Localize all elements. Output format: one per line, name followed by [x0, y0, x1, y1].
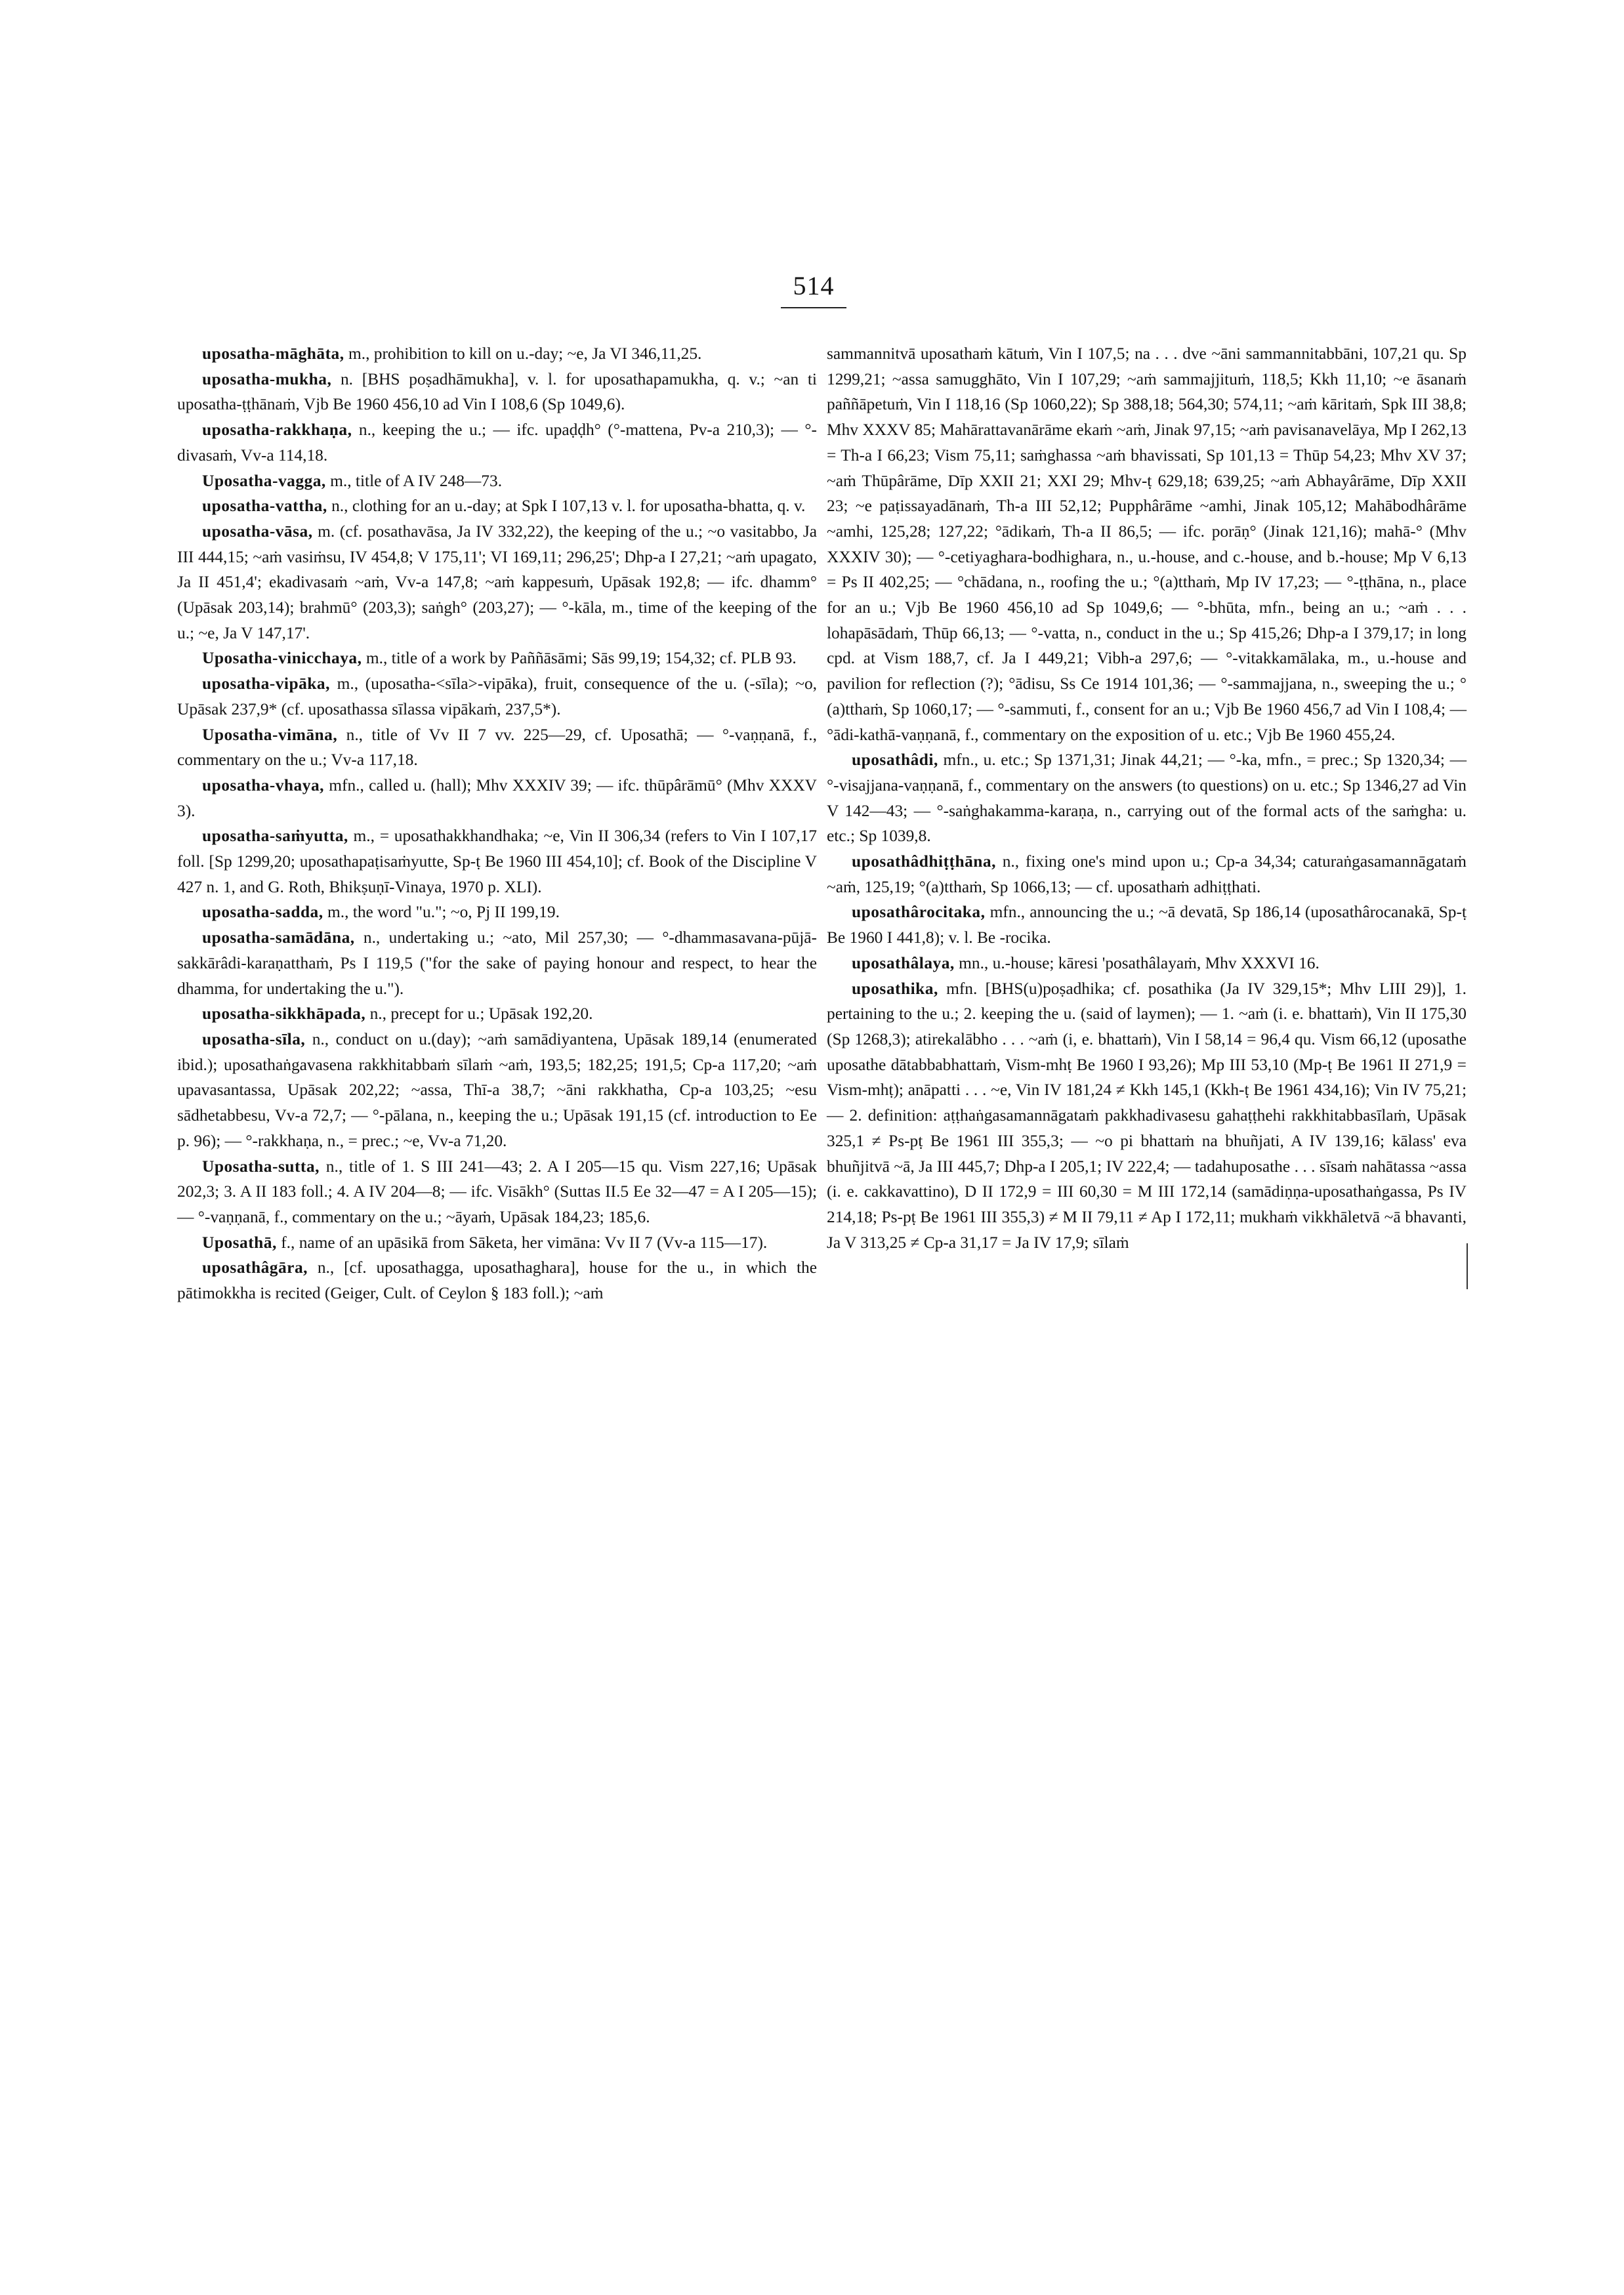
right-column: [827, 341, 1467, 1255]
entry-headword: uposatha-mukha,: [202, 369, 332, 388]
entry-headword: uposathâdi,: [852, 751, 938, 770]
dictionary-entry: [827, 747, 1467, 849]
entry-body: n., keeping the u.; — ifc. upaḍḍh° (°-mattena, Pv-a 210,3); — °-divasaṁ, Vv-a 114,18.: [177, 421, 817, 465]
dictionary-entry: [827, 849, 1467, 899]
entry-headword: uposatha-māghāta,: [202, 344, 344, 363]
entry-headword: uposathârocitaka,: [852, 903, 986, 922]
entry-headword: uposatha-saṁyutta,: [202, 827, 348, 846]
entry-body: mfn., announcing the u.; ~ā devatā, Sp 186,14 (uposathârocanakā, Sp-ṭ Be 1960 I 441,8); v. l. Be -rocika.: [827, 903, 1467, 947]
entry-body: n., [cf. uposathagga, uposathaghara], house for the u., in which the pātimokkha is recited (Geiger, Cult. of Ceylon § 183 foll.); ~aṁ: [177, 1258, 817, 1303]
dictionary-entry: [827, 976, 1467, 1256]
dictionary-entry: [827, 951, 1467, 976]
dictionary-entry: [177, 773, 817, 823]
entry-headword: uposatha-vāsa,: [202, 522, 313, 541]
entry-body: m., prohibition to kill on u.-day; ~e, Ja VI 346,11,25.: [348, 344, 702, 363]
dictionary-entry: [827, 899, 1467, 950]
dictionary-entry: [177, 1001, 817, 1027]
entry-headword: uposathâdhiṭṭhāna,: [852, 852, 996, 871]
entry-headword: Uposatha-vimāna,: [202, 725, 338, 744]
dictionary-entry: [177, 722, 817, 773]
dictionary-entry: [177, 519, 817, 646]
entry-body: mfn. [BHS(u)poṣadhika; cf. posathika (Ja IV 329,15*; Mhv LIII 29)], 1. pertaining to the u.; 2. keeping the u. (said of laymen); — 1. ~aṁ (i. e. bhattaṁ), Vin II 175,30 (Sp 1268,3); atirekalābho . . . ~aṁ (i, e. bhattaṁ), Vin I 58,14 = 96,4 qu. Vism 66,12 (uposathe uposathe dātabbabhattaṁ, Vism-mhṭ Be 1960 I 93,26); Mp III 53,10 (Mp-ṭ Be 1961 II 271,9 = Vism-mhṭ); anāpatti . . . ~e, Vin IV 181,24 ≠ Kkh 145,1 (Kkh-ṭ Be 1961 434,16); Vin IV 75,21; — 2. definition: aṭṭhaṅgasamannāgataṁ pakkhadivasesu gahaṭṭhehi rakkhitabbasīlaṁ, Upāsak 325,1 ≠ Ps-pṭ Be 1961 III 355,3; — ~o pi bhattaṁ na bhuñjati, A IV 139,16; kālass' eva bhuñjitvā ~ā, Ja III 445,7; Dhp-a I 205,1; IV 222,4; — tadahuposathe . . . sīsaṁ nahātassa ~assa (i. e. cakkavattino), D II 172,9 = III 60,30 = M III 172,14 (samādiṇṇa-uposathaṅgassa, Ps IV 214,18; Ps-pṭ Be 1961 III 355,3) ≠ M II 79,11 ≠ Ap I 172,11; mukhaṁ vikkhāletvā ~ā bhavanti, Ja V 313,25 ≠ Cp-a 31,17 = Ja IV 17,9; sīlaṁ: [827, 979, 1467, 1252]
page-number: 514: [793, 271, 835, 300]
entry-body: m. (cf. posathavāsa, Ja IV 332,22), the keeping of the u.; ~o vasitabbo, Ja III 444,15; ~aṁ vasiṁsu, IV 454,8; V 175,11'; VI 169,11; 296,25'; Dhp-a I 27,21; ~aṁ upagato, Ja II 451,4'; ekadivasaṁ ~aṁ, Vv-a 147,8; ~aṁ kappesuṁ, Upāsak 192,8; — ifc. dhamm° (Upāsak 203,14); brahmū° (203,3); saṅgh° (203,27); — °-kāla, m., time of the keeping of the u.; ~e, Ja V 147,17'.: [177, 522, 817, 642]
dictionary-entry: [177, 367, 817, 417]
entry-body: mn., u.-house; kāresi 'posathâlayaṁ, Mhv XXXVI 16.: [959, 953, 1320, 972]
left-column: [177, 341, 817, 1306]
entry-body: mfn., u. etc.; Sp 1371,31; Jinak 44,21; — °-ka, mfn., = prec.; Sp 1320,34; — °-visajjana-vaṇṇanā, f., commentary on the answers (to questions) on u. etc.; Sp 1346,27 ad Vin V 142—43; — °-saṅghakamma-karaṇa, n., carrying out of the formal acts of the saṁgha: u. etc.; Sp 1039,8.: [827, 751, 1467, 846]
entry-body: n., undertaking u.; ~ato, Mil 257,30; — °-dhammasavana-pūjā-sakkārâdi-karaṇatthaṁ, Ps I 119,5 ("for the sake of paying honour and respect, to hear the dhamma, for undertaking the u.").: [177, 928, 817, 998]
entry-body: n., precept for u.; Upāsak 192,20.: [369, 1004, 593, 1023]
dictionary-entry: [177, 899, 817, 925]
page-number-rule: [781, 307, 846, 308]
entry-body: n. [BHS poṣadhāmukha], v. l. for uposathapamukha, q. v.; ~an ti uposatha-ṭṭhānaṁ, Vjb Be 1960 456,10 ad Vin I 108,6 (Sp 1049,6).: [177, 369, 817, 414]
dictionary-entry: [177, 646, 817, 671]
dictionary-entry: [177, 417, 817, 468]
dictionary-entry: [827, 341, 1467, 747]
entry-body: m., the word "u."; ~o, Pj II 199,19.: [327, 903, 560, 922]
entry-body: m., title of A IV 248—73.: [330, 471, 503, 490]
margin-mark: [1467, 1243, 1468, 1289]
dictionary-entry: [177, 341, 817, 367]
entry-headword: Uposatha-vinicchaya,: [202, 649, 362, 668]
entry-body: n., clothing for an u.-day; at Spk I 107,13 v. l. for uposatha-bhatta, q. v.: [331, 497, 806, 516]
dictionary-entry: [177, 1230, 817, 1256]
dictionary-entry: [177, 468, 817, 494]
entry-headword: uposatha-rakkhaṇa,: [202, 421, 352, 440]
entry-body: n., fixing one's mind upon u.; Cp-a 34,34; caturaṅgasamannāgataṁ ~aṁ, 125,19; °(a)tthaṁ, Sp 1066,13; — cf. uposathaṁ adhiṭṭhati.: [827, 852, 1467, 896]
entry-body: m., (uposatha-<sīla>-vipāka), fruit, consequence of the u. (-sīla); ~o, Upāsak 237,9* (cf. uposathassa sīlassa vipākaṁ, 237,5*).: [177, 674, 817, 718]
dictionary-entry: [177, 1255, 817, 1306]
entry-body: sammannitvā uposathaṁ kātuṁ, Vin I 107,5; na . . . dve ~āni sammannitabbāni, 107,21 qu. Sp 1299,21; ~assa samugghāto, Vin I 107,29; ~aṁ sammajjituṁ, 118,5; Kkh 11,10; ~e āsanaṁ paññāpetuṁ, Vin I 118,16 (Sp 1060,22); Sp 388,18; 564,30; 574,11; ~aṁ kāritaṁ, Spk III 38,8; Mhv XXXV 85; Mahārattavanārāme ekaṁ ~aṁ, Jinak 97,15; ~aṁ pavisanavelāya, Mp I 262,13 = Th-a I 66,23; Vism 75,11; saṁghassa ~aṁ bhavissati, Sp 101,13 = Thūp 54,23; Mhv XV 37; ~aṁ Thūpârāme, Dīp XXII 21; XXI 29; Mhv-ṭ 629,18; 639,25; ~aṁ Abhayârāme, Dīp XXII 23; ~e paṭissayadānaṁ, Th-a III 52,12; Pupphârāme ~amhi, Jinak 105,12; Mahābodhârāme ~amhi, 125,28; 127,22; °ādikaṁ, Th-a II 86,5; — ifc. porāṇ° (Jinak 121,16); mahā-° (Mhv XXXIV 30); — °-cetiyaghara-bodhighara, n., u.-house, and c.-house, and b.-house; Mp V 6,13 = Ps II 402,25; — °chādana, n., roofing the u.; °(a)tthaṁ, Mp IV 17,23; — °-ṭṭhāna, n., place for an u.; Vjb Be 1960 456,10 ad Sp 1049,6; — °-bhūta, mfn., being an u.; ~aṁ . . . lohapāsādaṁ, Thūp 66,13; — °-vatta, n., conduct in the u.; Sp 415,26; Dhp-a I 379,17; in long cpd. at Vism 188,7, cf. Ja I 449,21; Vibh-a 297,6; — °-vitakkamālaka, m., u.-house and pavilion for reflection (?); °ādisu, Ss Ce 1914 101,36; — °-sammajjana, n., sweeping the u.; °(a)tthaṁ, Sp 1060,17; — °-sammuti, f., consent for an u.; Vjb Be 1960 456,7 ad Vin I 108,4; — °ādi-kathā-vaṇṇanā, f., commentary on the exposition of u. etc.; Vjb Be 1960 455,24.: [827, 344, 1467, 744]
entry-body: n., title of Vv II 7 vv. 225—29, cf. Uposathā; — °-vaṇṇanā, f., commentary on the u.; Vv-a 117,18.: [177, 725, 817, 770]
entry-headword: uposatha-sadda,: [202, 903, 323, 922]
entry-body: n., title of 1. S III 241—43; 2. A I 205—15 qu. Vism 227,16; Upāsak 202,3; 3. A II 183 foll.; 4. A IV 204—8; — ifc. Visākh° (Suttas II.5 Ee 32—47 = A I 205—15); — °-vaṇṇanā, f., commentary on the u.; ~āyaṁ, Upāsak 184,23; 185,6.: [177, 1157, 817, 1226]
entry-body: n., conduct on u.(day); ~aṁ samādiyantena, Upāsak 189,14 (enumerated ibid.); uposathaṅgavasena rakkhitabbaṁ sīlaṁ ~aṁ, 193,5; 182,25; 191,5; Cp-a 117,20; ~aṁ upavasantassa, Upāsak 202,22; ~assa, Thī-a 38,7; ~āni rakkhatha, Cp-a 103,25; ~esu sādhetabbesu, Vv-a 72,7; — °-pālana, n., keeping the u.; Upāsak 191,15 (cf. introduction to Ee p. 96); — °-rakkhaṇa, n., = prec.; ~e, Vv-a 71,20.: [177, 1029, 817, 1150]
dictionary-entry: [177, 823, 817, 899]
dictionary-entry: [177, 1027, 817, 1154]
dictionary-entry: [177, 1154, 817, 1230]
entry-body: m., title of a work by Paññāsāmi; Sās 99,19; 154,32; cf. PLB 93.: [365, 649, 797, 668]
entry-body: m., = uposathakkhandhaka; ~e, Vin II 306,34 (refers to Vin I 107,17 foll. [Sp 1299,20; uposathapaṭisaṁyutte, Sp-ṭ Be 1960 III 454,10]; cf. Book of the Discipline V 427 n. 1, and G. Roth, Bhikṣuṇī-Vinaya, 1970 p. XLI).: [177, 827, 817, 896]
entry-headword: uposatha-vipāka,: [202, 674, 330, 693]
entry-headword: Uposatha-vagga,: [202, 471, 326, 490]
entry-headword: uposathâlaya,: [852, 953, 955, 972]
entry-headword: uposatha-samādāna,: [202, 928, 355, 947]
entry-headword: uposathâgāra,: [202, 1258, 308, 1277]
entry-headword: uposatha-vhaya,: [202, 775, 324, 795]
entry-headword: Uposatha-sutta,: [202, 1157, 320, 1176]
dictionary-entry: [177, 671, 817, 722]
entry-body: f., name of an upāsikā from Sāketa, her vimāna: Vv II 7 (Vv-a 115—17).: [281, 1233, 768, 1252]
dictionary-entry: [177, 493, 817, 519]
entry-headword: uposathika,: [852, 979, 938, 998]
entry-headword: uposatha-sikkhāpada,: [202, 1004, 366, 1023]
dictionary-entry: [177, 925, 817, 1001]
entry-headword: uposatha-sīla,: [202, 1029, 306, 1048]
entry-headword: Uposathā,: [202, 1233, 277, 1252]
entry-headword: uposatha-vattha,: [202, 497, 327, 516]
entry-body: mfn., called u. (hall); Mhv XXXIV 39; — ifc. thūpârāmū° (Mhv XXXV 3).: [177, 775, 817, 820]
